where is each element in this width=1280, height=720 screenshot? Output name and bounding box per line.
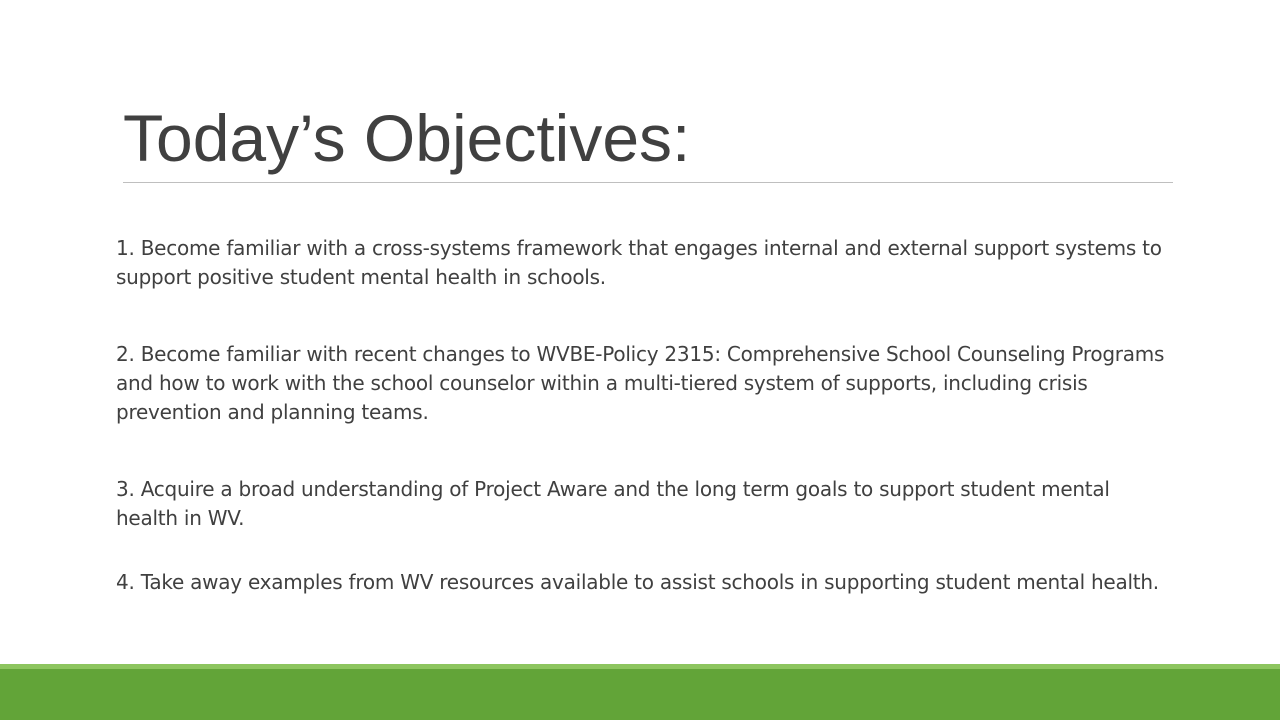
objective-item-3: 3. Acquire a broad understanding of Project Aware and the long term goals to support student mental health in WV. xyxy=(116,477,1110,530)
objective-item-2: 2. Become familiar with recent changes to WVBE-Policy 2315: Comprehensive School Counseling Programs and how to work with the school counselor within a multi-tiered system of supports, including crisis prevention and planning teams. xyxy=(116,342,1165,424)
objectives-list xyxy=(116,234,1176,597)
slide-title: Today’s Objectives: xyxy=(123,101,691,175)
objective-item-4: 4. Take away examples from WV resources available to assist schools in supporting student mental health. xyxy=(116,570,1159,594)
objective-item-1: 1. Become familiar with a cross-systems framework that engages internal and external support systems to support positive student mental health in schools. xyxy=(116,236,1162,289)
title-divider xyxy=(123,182,1173,183)
footer-accent-bar xyxy=(0,669,1280,720)
